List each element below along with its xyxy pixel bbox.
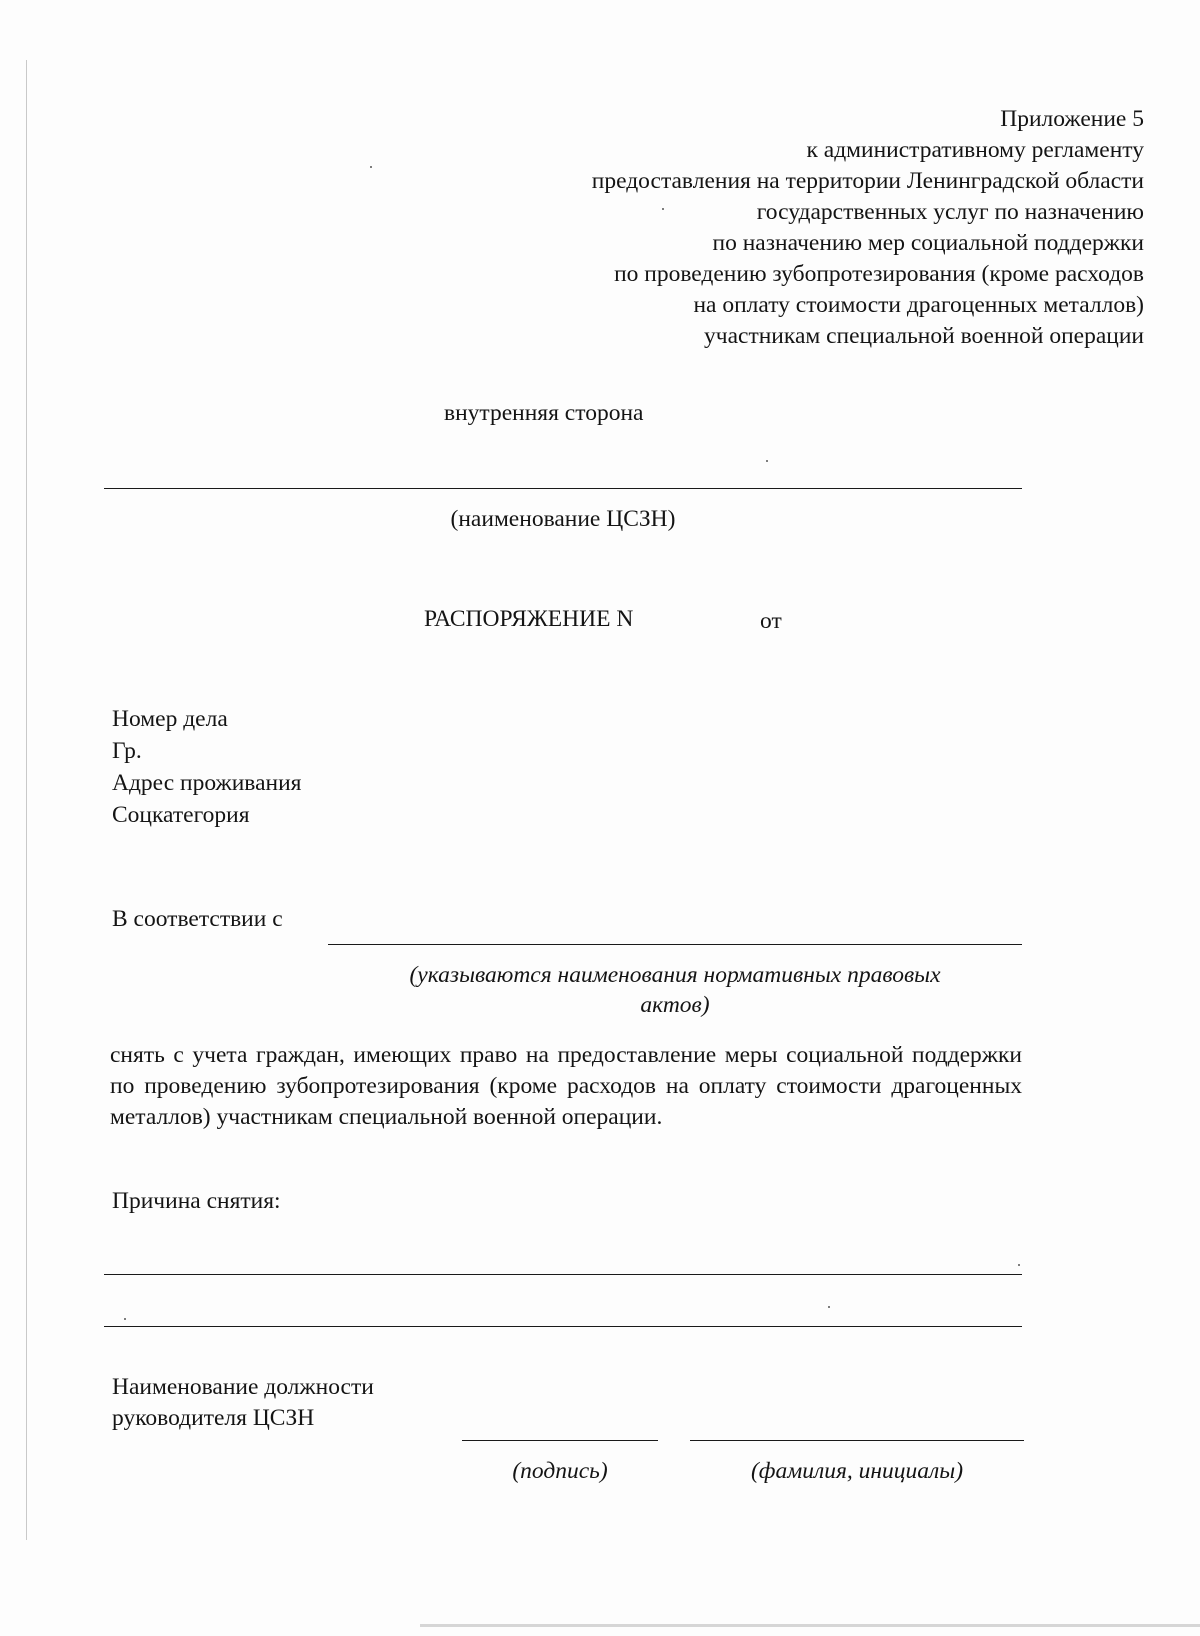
field-address: Адрес проживания: [112, 770, 302, 796]
scan-speck: [766, 460, 768, 462]
header-line: на оплату стоимости драгоценных металлов): [693, 292, 1144, 318]
header-line: предоставления на территории Ленинградской области: [591, 168, 1144, 194]
header-line: по назначению мер социальной поддержки: [712, 230, 1144, 256]
basis-line: [328, 944, 1022, 945]
reason-label: Причина снятия:: [112, 1188, 281, 1214]
scan-speck: [370, 166, 372, 168]
header-line: к административному регламенту: [806, 137, 1144, 163]
scan-speck: [828, 1306, 830, 1308]
position-title-line2: руководителя ЦСЗН: [112, 1405, 315, 1431]
decision-paragraph: снять с учета граждан, имеющих право на предоставление меры социальной поддержки по проведению зубопротезирования (кроме расходов на оплату стоимости драгоценных металлов) участникам специальной военной операции.: [110, 1042, 1022, 1130]
name-caption: (фамилия, инициалы): [750, 1458, 964, 1484]
field-case-number: Номер дела: [112, 706, 228, 732]
scan-edge-bottom: [420, 1624, 1200, 1627]
order-title: РАСПОРЯЖЕНИЕ N: [424, 606, 634, 632]
name-line: [690, 1440, 1024, 1441]
side-label: внутренняя сторона: [444, 400, 644, 426]
header-line: государственных услуг по назначению: [756, 199, 1144, 225]
scan-edge-left: [26, 60, 27, 1540]
field-citizen: Гр.: [112, 738, 142, 764]
appendix-header: [444, 104, 1144, 352]
signature-caption: (подпись): [512, 1458, 608, 1484]
field-category: Соцкатегория: [112, 802, 250, 828]
position-title-line1: Наименование должности: [112, 1374, 374, 1400]
order-date-prefix: от: [760, 608, 782, 634]
reason-line-2: [104, 1326, 1022, 1327]
basis-caption-line1: (указываются наименования нормативных правовых: [409, 962, 941, 988]
header-line: Приложение 5: [1000, 106, 1144, 132]
org-name-caption: (наименование ЦСЗН): [450, 506, 676, 532]
reason-line-1: [104, 1274, 1022, 1275]
signature-line: [462, 1440, 658, 1441]
basis-lead: В соответствии с: [112, 906, 283, 932]
org-name-line: [104, 488, 1022, 489]
header-line: участникам специальной военной операции: [704, 323, 1144, 349]
scan-speck: [1018, 1264, 1020, 1266]
header-line: по проведению зубопротезирования (кроме расходов: [614, 261, 1144, 287]
scan-speck: [662, 208, 664, 210]
scan-speck: [124, 1318, 126, 1320]
basis-caption-line2: актов): [640, 992, 710, 1018]
